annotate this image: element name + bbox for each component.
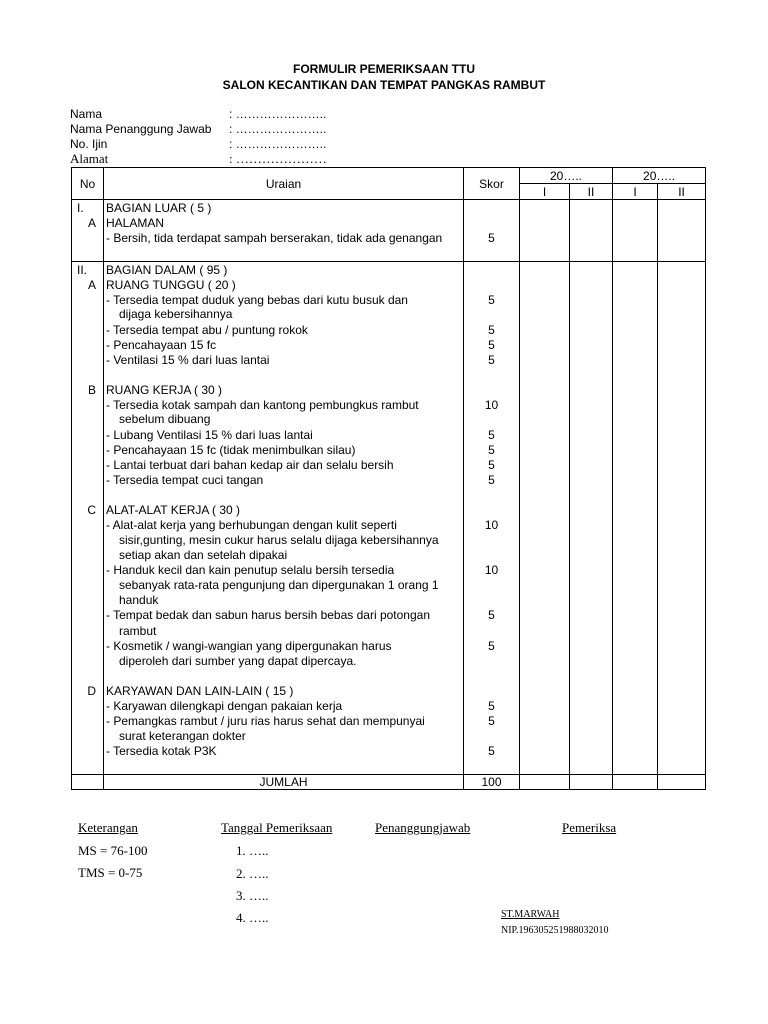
signer-name: ST.MARWAH: [501, 909, 560, 920]
criteria-item-continued: handuk: [119, 593, 159, 607]
criteria-item: - Tempat bedak dan sabun harus bersih bebas dari potongan: [106, 608, 431, 622]
inspection-date-3: 3. …..: [236, 888, 269, 903]
total-score: 100: [464, 775, 520, 790]
criteria-item: - Karyawan dilengkapi dengan pakaian kerja: [106, 699, 343, 713]
field-label: No. Ijin: [70, 137, 108, 151]
criteria-score: 5: [488, 323, 495, 337]
subsection-letter: A: [87, 216, 96, 230]
criteria-item-continued: sebanyak rata-rata pengunjung dan dipergunakan 1 orang 1: [119, 578, 439, 592]
field-label: Alamat: [70, 151, 109, 166]
criteria-item: - Pencahayaan 15 fc (tidak menimbulkan silau): [106, 443, 356, 457]
header-period-2: 20…..: [613, 168, 706, 184]
inspection-date-1: 1. …..: [236, 843, 269, 858]
header-period-1: 20…..: [520, 168, 613, 184]
subsection-heading: RUANG TUNGGU ( 20 ): [106, 278, 236, 292]
form-subtitle: SALON KECANTIKAN DAN TEMPAT PANGKAS RAMBUT: [222, 78, 546, 92]
form-title: FORMULIR PEMERIKSAAN TTU: [293, 62, 475, 76]
pemeriksa-heading: Pemeriksa: [562, 820, 617, 835]
header-no: No: [72, 168, 104, 200]
criteria-item: - Tersedia tempat abu / puntung rokok: [106, 323, 308, 337]
field-value: : …………………..: [229, 107, 327, 121]
criteria-item: - Kosmetik / wangi-wangian yang dipergunakan harus: [106, 639, 392, 653]
legend-tms: TMS = 0-75: [78, 865, 143, 880]
header-sub-i: I: [613, 184, 658, 200]
signer-nip: NIP.196305251988032010: [501, 925, 609, 936]
inspection-table: [71, 167, 706, 790]
criteria-score: 5: [488, 428, 495, 442]
criteria-score: 5: [488, 608, 495, 622]
criteria-item-continued: rambut: [119, 624, 157, 638]
field-label: Nama: [70, 107, 103, 121]
criteria-item: - Lantai terbuat dari bahan kedap air dan selalu bersih: [106, 458, 394, 472]
criteria-item: - Tersedia tempat duduk yang bebas dari kutu busuk dan: [106, 293, 408, 307]
criteria-score: 5: [488, 353, 495, 367]
keterangan-heading: Keterangan: [78, 820, 138, 835]
header-sub-ii: II: [570, 184, 613, 200]
criteria-item-continued: setiap akan dan setelah dipakai: [119, 548, 288, 562]
section-heading: BAGIAN LUAR ( 5 ): [106, 201, 212, 215]
header-skor: Skor: [464, 168, 520, 200]
inspection-date-4: 4. …..: [236, 910, 269, 925]
criteria-item: - Pencahayaan 15 fc: [106, 338, 217, 352]
criteria-item: - Tersedia kotak sampah dan kantong pembungkus rambut: [106, 398, 419, 412]
subsection-letter: B: [87, 383, 96, 397]
field-value: : …………………..: [229, 122, 327, 136]
section-number: I.: [77, 201, 84, 215]
criteria-score: 10: [484, 563, 499, 577]
criteria-score: 5: [488, 231, 495, 245]
penanggungjawab-heading: Penanggungjawab: [375, 820, 471, 835]
criteria-score: 5: [488, 293, 495, 307]
header-sub-i: I: [520, 184, 570, 200]
criteria-item-continued: dijaga kebersihannya: [119, 307, 233, 321]
subsection-letter: C: [87, 503, 96, 517]
criteria-item: - Ventilasi 15 % dari luas lantai: [106, 353, 270, 367]
criteria-score: 5: [488, 338, 495, 352]
criteria-item: - Handuk kecil dan kain penutup selalu bersih tersedia: [106, 563, 395, 577]
criteria-score: 5: [488, 473, 495, 487]
criteria-score: 5: [488, 443, 495, 457]
section-heading: BAGIAN DALAM ( 95 ): [106, 263, 228, 277]
subsection-heading: RUANG KERJA ( 30 ): [106, 383, 223, 397]
criteria-item: - Bersih, tida terdapat sampah berserakan, tidak ada genangan: [106, 231, 443, 245]
total-label: JUMLAH: [104, 775, 464, 790]
criteria-item-continued: surat keterangan dokter: [119, 729, 246, 743]
total-row: [72, 775, 706, 790]
section-number: II.: [77, 263, 88, 277]
criteria-score: 5: [488, 458, 495, 472]
tanggal-heading: Tanggal Pemeriksaan: [221, 820, 333, 835]
subsection-letter: A: [87, 278, 96, 292]
criteria-score: 5: [488, 639, 495, 653]
criteria-score: 10: [484, 518, 499, 532]
criteria-item: - Pemangkas rambut / juru rias harus sehat dan mempunyai: [106, 714, 425, 728]
subsection-letter: D: [87, 684, 96, 698]
inspection-date-2: 2. …..: [236, 866, 269, 881]
criteria-item-continued: sisir,gunting, mesin cukur harus selalu dijaga kebersihannya: [119, 533, 439, 547]
criteria-score: 5: [488, 744, 495, 758]
subsection-heading: ALAT-ALAT KERJA ( 30 ): [106, 503, 241, 517]
criteria-item: - Lubang Ventilasi 15 % dari luas lantai: [106, 428, 313, 442]
field-label: Nama Penanggung Jawab: [70, 122, 212, 136]
criteria-item: - Tersedia tempat cuci tangan: [106, 473, 264, 487]
criteria-item-continued: sebelum dibuang: [119, 412, 211, 426]
criteria-score: 5: [488, 714, 495, 728]
criteria-score: 5: [488, 699, 495, 713]
field-value: : …………………: [229, 151, 327, 166]
section-bagian-dalam: [72, 262, 706, 775]
legend-ms: MS = 76-100: [78, 843, 148, 858]
header-uraian: Uraian: [104, 168, 464, 200]
subsection-heading: HALAMAN: [106, 216, 165, 230]
criteria-item: - Alat-alat kerja yang berhubungan dengan kulit seperti: [106, 518, 397, 532]
criteria-score: 10: [484, 398, 499, 412]
criteria-item-continued: diperoleh dari sumber yang dapat dipercaya.: [119, 654, 357, 668]
section-bagian-luar: [72, 200, 706, 262]
subsection-heading: KARYAWAN DAN LAIN-LAIN ( 15 ): [106, 684, 294, 698]
criteria-item: - Tersedia kotak P3K: [106, 744, 217, 758]
field-value: : …………………..: [229, 137, 327, 151]
header-sub-ii: II: [658, 184, 706, 200]
